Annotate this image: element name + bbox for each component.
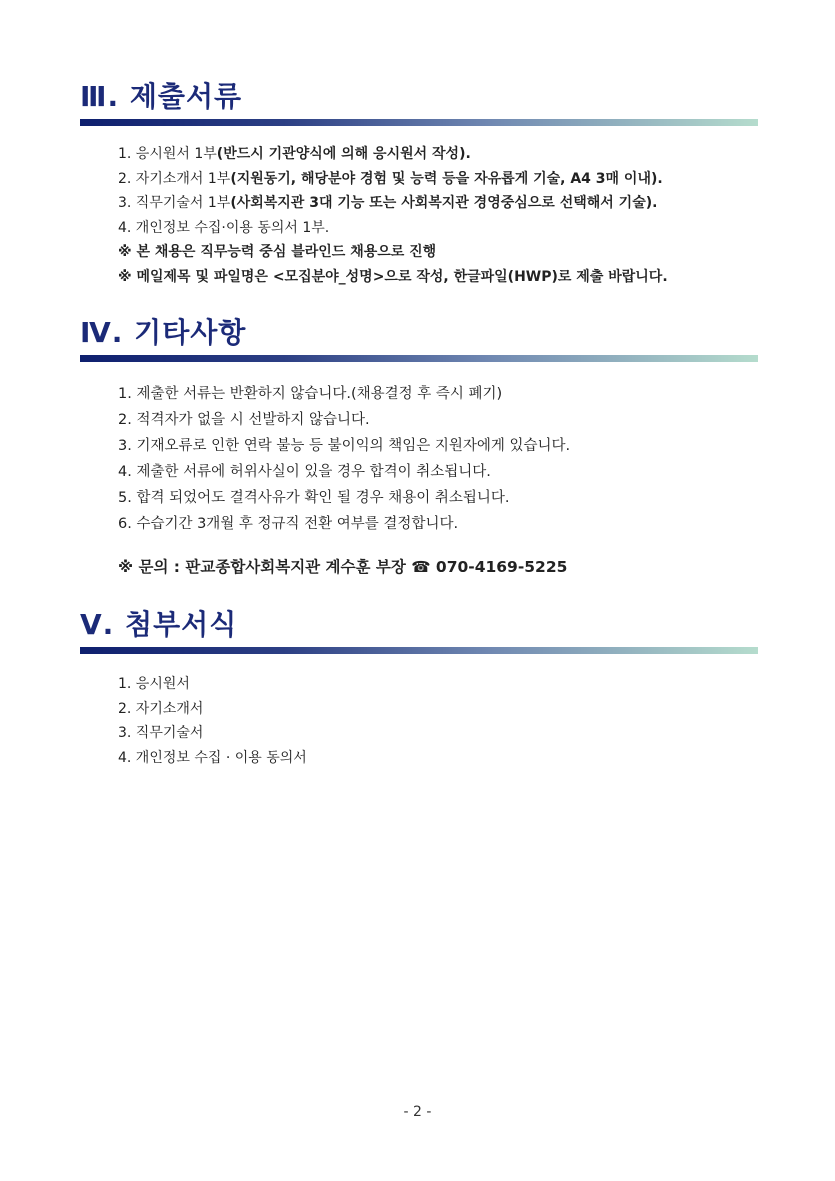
section-divider-bar [80, 647, 758, 654]
list-item: 3. 기재오류로 인한 연락 불능 등 불이익의 책임은 지원자에게 있습니다. [118, 438, 571, 454]
list-item: 1. 응시원서 1부(반드시 기관양식에 의해 응시원서 작성). [118, 146, 471, 162]
list-item: 5. 합격 되었어도 결격사유가 확인 될 경우 채용이 취소됩니다. [118, 490, 510, 506]
contact-info: ※ 문의 : 판교종합사회복지관 계수훈 부장 ☎ 070-4169-5225 [118, 558, 568, 576]
list-item: 2. 자기소개서 1부(지원동기, 해당분야 경험 및 능력 등을 자유롭게 기술, A4 3매 이내). [118, 170, 663, 187]
section-submission-docs [80, 78, 758, 126]
section-title: Ⅴ. 첨부서식 [80, 608, 238, 641]
section-title: Ⅲ. 제출서류 [80, 80, 243, 113]
section-title: Ⅳ. 기타사항 [80, 316, 247, 349]
list-item: 4. 개인정보 수집 · 이용 동의서 [118, 749, 307, 766]
list-item: 1. 제출한 서류는 반환하지 않습니다.(채용결정 후 즉시 폐기) [118, 386, 503, 402]
note-item: ※ 메일제목 및 파일명은 <모집분야_성명>으로 작성, 한글파일(HWP)로 제출 바랍니다. [118, 268, 668, 285]
page-number: - 2 - [403, 1104, 432, 1120]
list-item: 4. 개인정보 수집·이용 동의서 1부. [118, 219, 330, 236]
section-attachments [80, 606, 758, 654]
list-item: 2. 적격자가 없을 시 선발하지 않습니다. [118, 412, 370, 428]
section-divider-bar [80, 119, 758, 126]
list-item: 3. 직무기술서 [118, 725, 204, 741]
list-item: 4. 제출한 서류에 허위사실이 있을 경우 합격이 취소됩니다. [118, 464, 491, 480]
section-divider-bar [80, 355, 758, 362]
list-item: 3. 직무기술서 1부(사회복지관 3대 기능 또는 사회복지관 경영중심으로 선택해서 기술). [118, 195, 658, 211]
attachments-list [118, 672, 307, 770]
list-item: 2. 자기소개서 [118, 700, 204, 717]
other-matters-list [118, 381, 570, 537]
list-item: 1. 응시원서 [118, 676, 190, 692]
submission-docs-list [118, 142, 668, 289]
section-other-matters [80, 314, 758, 362]
list-item: 6. 수습기간 3개월 후 정규직 전환 여부를 결정합니다. [118, 516, 459, 532]
note-item: ※ 본 채용은 직무능력 중심 블라인드 채용으로 진행 [118, 244, 437, 260]
